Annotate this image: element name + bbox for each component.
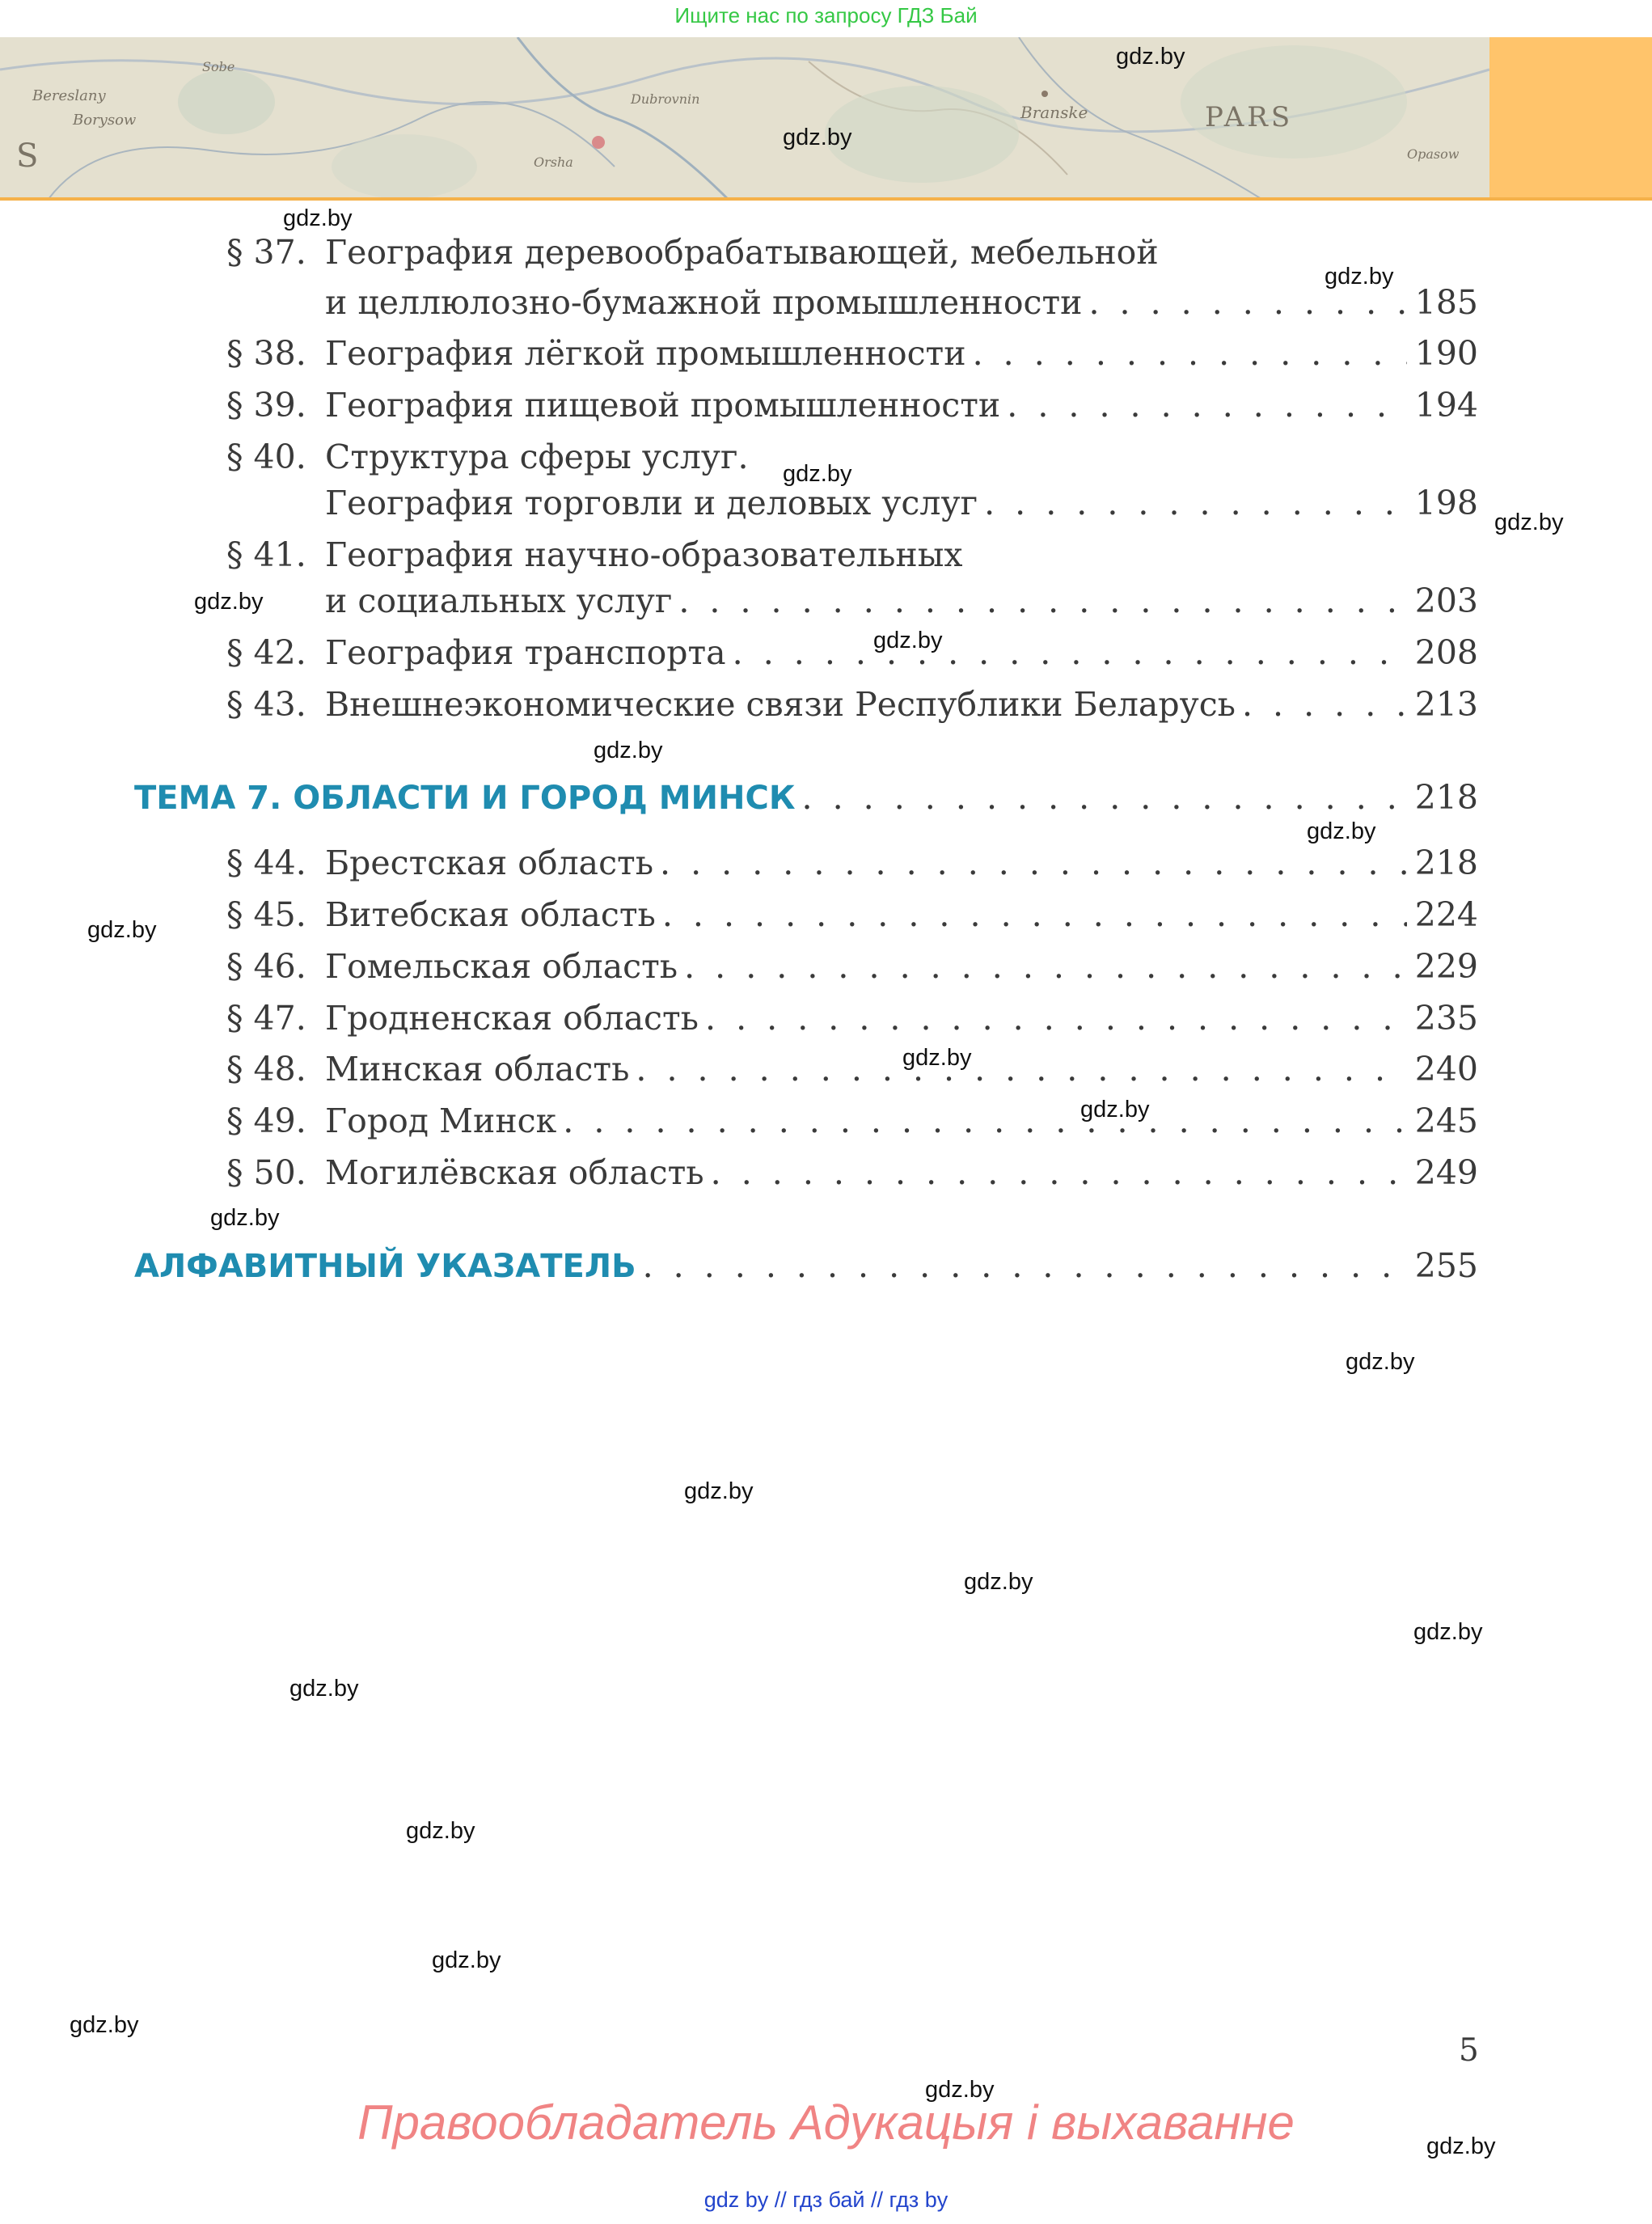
toc-entry-43[interactable] <box>226 685 1478 734</box>
watermark: gdz.by <box>87 917 157 943</box>
page-ref: 213 <box>1414 685 1478 724</box>
page-ref: 190 <box>1414 334 1478 373</box>
watermark: gdz.by <box>1307 818 1376 844</box>
section-number: § 44. <box>226 844 306 882</box>
dot-leader <box>733 633 1407 672</box>
watermark: gdz.by <box>432 1947 501 1973</box>
toc-entry-37-cont[interactable] <box>325 283 1478 332</box>
watermark: gdz.by <box>902 1045 972 1071</box>
watermark: gdz.by <box>1116 44 1185 70</box>
section-number: § 47. <box>226 999 306 1038</box>
section-title: Гомельская область <box>325 947 678 986</box>
map-label: Bereslany <box>32 87 106 104</box>
section-title: Витебская область <box>325 895 656 934</box>
toc-entry-39[interactable] <box>226 386 1478 434</box>
watermark: gdz.by <box>873 628 943 653</box>
section-title: География транспорта <box>325 633 726 672</box>
copyright-notice: Правообладатель Адукацыя і выхаванне <box>357 2095 1295 2150</box>
page-ref: 198 <box>1414 484 1478 522</box>
watermark: gdz.by <box>289 1676 359 1702</box>
section-number: § 45. <box>226 895 306 934</box>
map-label: Branske <box>1020 103 1088 122</box>
map-label: Orsha <box>534 154 573 170</box>
page-ref: 249 <box>1414 1153 1478 1192</box>
section-number: § 41. <box>226 535 306 574</box>
toc-entry-42[interactable] <box>226 633 1478 682</box>
page-ref: 203 <box>1414 581 1478 620</box>
section-title: Брестская область <box>325 844 654 882</box>
section-title-cont: География торговли и деловых услуг <box>325 484 978 522</box>
map-label: Dubrovnin <box>631 91 700 107</box>
page-ref: 218 <box>1414 844 1478 882</box>
section-title: Минская область <box>325 1050 630 1089</box>
page-ref: 185 <box>1414 283 1478 322</box>
watermark: gdz.by <box>1426 2133 1496 2159</box>
map-label: Sobe <box>202 59 235 74</box>
watermark: gdz.by <box>594 738 663 763</box>
banner-divider <box>0 197 1652 201</box>
section-number: § 39. <box>226 386 306 425</box>
watermark: gdz.by <box>964 1569 1033 1595</box>
section-number: § 43. <box>226 685 306 724</box>
section-number: § 38. <box>226 334 306 373</box>
section-number: § 46. <box>226 947 306 986</box>
section-title: География научно-образовательных <box>325 535 963 574</box>
section-number: § 40. <box>226 438 306 476</box>
footer-links[interactable]: gdz by // гдз бай // гдз by <box>703 2188 949 2212</box>
section-title: География пищевой промышленности <box>325 386 1001 425</box>
page-ref: 240 <box>1414 1050 1478 1089</box>
dot-leader <box>1007 386 1407 425</box>
toc-entry-40-cont[interactable] <box>325 484 1478 532</box>
section-number: § 50. <box>226 1153 306 1192</box>
section-title-cont: и целлюлозно-бумажной промышленности <box>325 283 1083 322</box>
toc-entry-41-cont[interactable] <box>325 581 1478 630</box>
dot-leader <box>984 484 1407 522</box>
watermark: gdz.by <box>194 589 264 615</box>
toc-entry-41[interactable] <box>226 535 1478 584</box>
page-number: 5 <box>1459 2032 1479 2069</box>
watermark: gdz.by <box>1346 1349 1415 1375</box>
watermark: gdz.by <box>283 205 353 231</box>
page-ref: 235 <box>1414 999 1478 1038</box>
dot-leader <box>684 947 1407 986</box>
map-illustration <box>0 37 1489 199</box>
dot-leader <box>563 1101 1407 1140</box>
section-title: Структура сферы услуг. <box>325 438 749 476</box>
dot-leader <box>636 1050 1407 1089</box>
toc-heading-index[interactable] <box>134 1246 1478 1295</box>
map-label: S <box>16 137 39 175</box>
section-number: § 42. <box>226 633 306 672</box>
watermark: gdz.by <box>783 125 852 150</box>
section-tab <box>1489 37 1652 199</box>
watermark: gdz.by <box>783 461 852 487</box>
dot-leader <box>1242 685 1407 724</box>
toc-entry-38[interactable] <box>226 334 1478 383</box>
dot-leader <box>643 1246 1407 1285</box>
toc-entry-44[interactable] <box>226 844 1478 892</box>
page-ref: 208 <box>1414 633 1478 672</box>
dot-leader <box>662 895 1407 934</box>
index-heading: АЛФАВИТНЫЙ УКАЗАТЕЛЬ <box>134 1248 636 1285</box>
toc-entry-45[interactable] <box>226 895 1478 944</box>
toc-entry-46[interactable] <box>226 947 1478 996</box>
toc-entry-48[interactable] <box>226 1050 1478 1098</box>
watermark: gdz.by <box>1080 1097 1150 1123</box>
dot-leader <box>973 334 1407 373</box>
page-ref: 245 <box>1414 1101 1478 1140</box>
section-title: География лёгкой промышленности <box>325 334 966 373</box>
toc-heading-topic-7[interactable] <box>134 778 1478 827</box>
toc-entry-49[interactable] <box>226 1101 1478 1150</box>
section-title: Город Минск <box>325 1101 557 1140</box>
map-label: Borysow <box>73 112 137 129</box>
section-title: Могилёвская область <box>325 1153 704 1192</box>
watermark: gdz.by <box>210 1205 280 1231</box>
watermark: gdz.by <box>1413 1619 1483 1645</box>
watermark: gdz.by <box>684 1478 754 1504</box>
dot-leader <box>660 844 1407 882</box>
map-label: Opasow <box>1407 146 1460 162</box>
map-banner <box>0 37 1489 199</box>
map-label: PARS <box>1205 101 1294 133</box>
watermark: gdz.by <box>70 2012 139 2038</box>
dot-leader <box>678 581 1407 620</box>
watermark: gdz.by <box>406 1818 475 1844</box>
section-number: § 48. <box>226 1050 306 1089</box>
topic-heading: ТЕМА 7. ОБЛАСТИ И ГОРОД МИНСК <box>134 780 796 817</box>
page-ref: 229 <box>1414 947 1478 986</box>
section-title-cont: и социальных услуг <box>325 581 673 620</box>
watermark: gdz.by <box>1325 264 1394 290</box>
dot-leader <box>705 999 1407 1038</box>
section-title: Внешнеэкономические связи Республики Беларусь <box>325 685 1236 724</box>
watermark: gdz.by <box>925 2077 995 2103</box>
page-ref: 224 <box>1414 895 1478 934</box>
section-title: Гродненская область <box>325 999 699 1038</box>
section-number: § 49. <box>226 1101 306 1140</box>
page-ref: 255 <box>1414 1246 1478 1285</box>
dot-leader <box>802 778 1407 817</box>
watermark: gdz.by <box>1494 509 1564 535</box>
section-number: § 37. <box>226 233 306 272</box>
toc-entry-50[interactable] <box>226 1153 1478 1202</box>
toc-entry-37[interactable] <box>226 233 1478 281</box>
toc-entry-47[interactable] <box>226 999 1478 1047</box>
dot-leader <box>711 1153 1407 1192</box>
page-ref: 218 <box>1414 778 1478 817</box>
search-hint: Ищите нас по запросу ГДЗ Бай <box>674 3 978 27</box>
section-title: География деревообрабатывающей, мебельной <box>325 233 1159 272</box>
page-ref: 194 <box>1414 386 1478 425</box>
toc-entry-40[interactable] <box>226 438 1478 486</box>
